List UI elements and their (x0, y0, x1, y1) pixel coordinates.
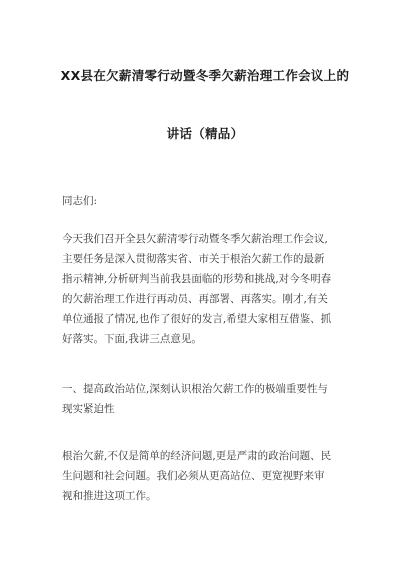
paragraph-line: 单位通报了情况,也作了很好的发言,希望大家相互借鉴、抓 (62, 313, 332, 325)
paragraph-line: 今天我们召开全县欠薪清零行动暨冬季欠薪治理工作会议, (62, 233, 328, 245)
heading-line: 现实紧迫性 (62, 403, 115, 415)
paragraph-line: 主要任务是深入贯彻落实省、市关于根治欠薪工作的最新 (62, 253, 325, 265)
paragraph-line: 生问题和社会问题。我们必须从更高站位、更宽视野来审 (62, 470, 325, 482)
paragraph-line: 视和推进这项工作。 (62, 490, 157, 502)
heading-line: 一、提高政治站位,深刻认识根治欠薪工作的极端重要性与 (62, 383, 328, 395)
document-title-line-2: 讲话（精品） (166, 126, 244, 141)
salutation-text: 同志们: (62, 195, 98, 207)
section-heading-1 (62, 379, 362, 419)
paragraph-intro (62, 229, 362, 349)
paragraph-line: 好落实。下面,我讲三点意见。 (62, 333, 202, 345)
paragraph-section-1 (62, 446, 362, 506)
paragraph-line: 的欠薪治理工作进行再动员、再部署、再落实。刚才,有关 (62, 293, 328, 305)
salutation (62, 191, 362, 211)
paragraph-line: 根治欠薪,不仅是简单的经济问题,更是严肃的政治问题、民 (62, 450, 332, 462)
document-title-line-1: XX县在欠薪清零行动暨冬季欠薪治理工作会议上的 (60, 68, 350, 83)
paragraph-line: 指示精神,分析研判当前我县面临的形势和挑战,对今冬明春 (62, 273, 332, 285)
